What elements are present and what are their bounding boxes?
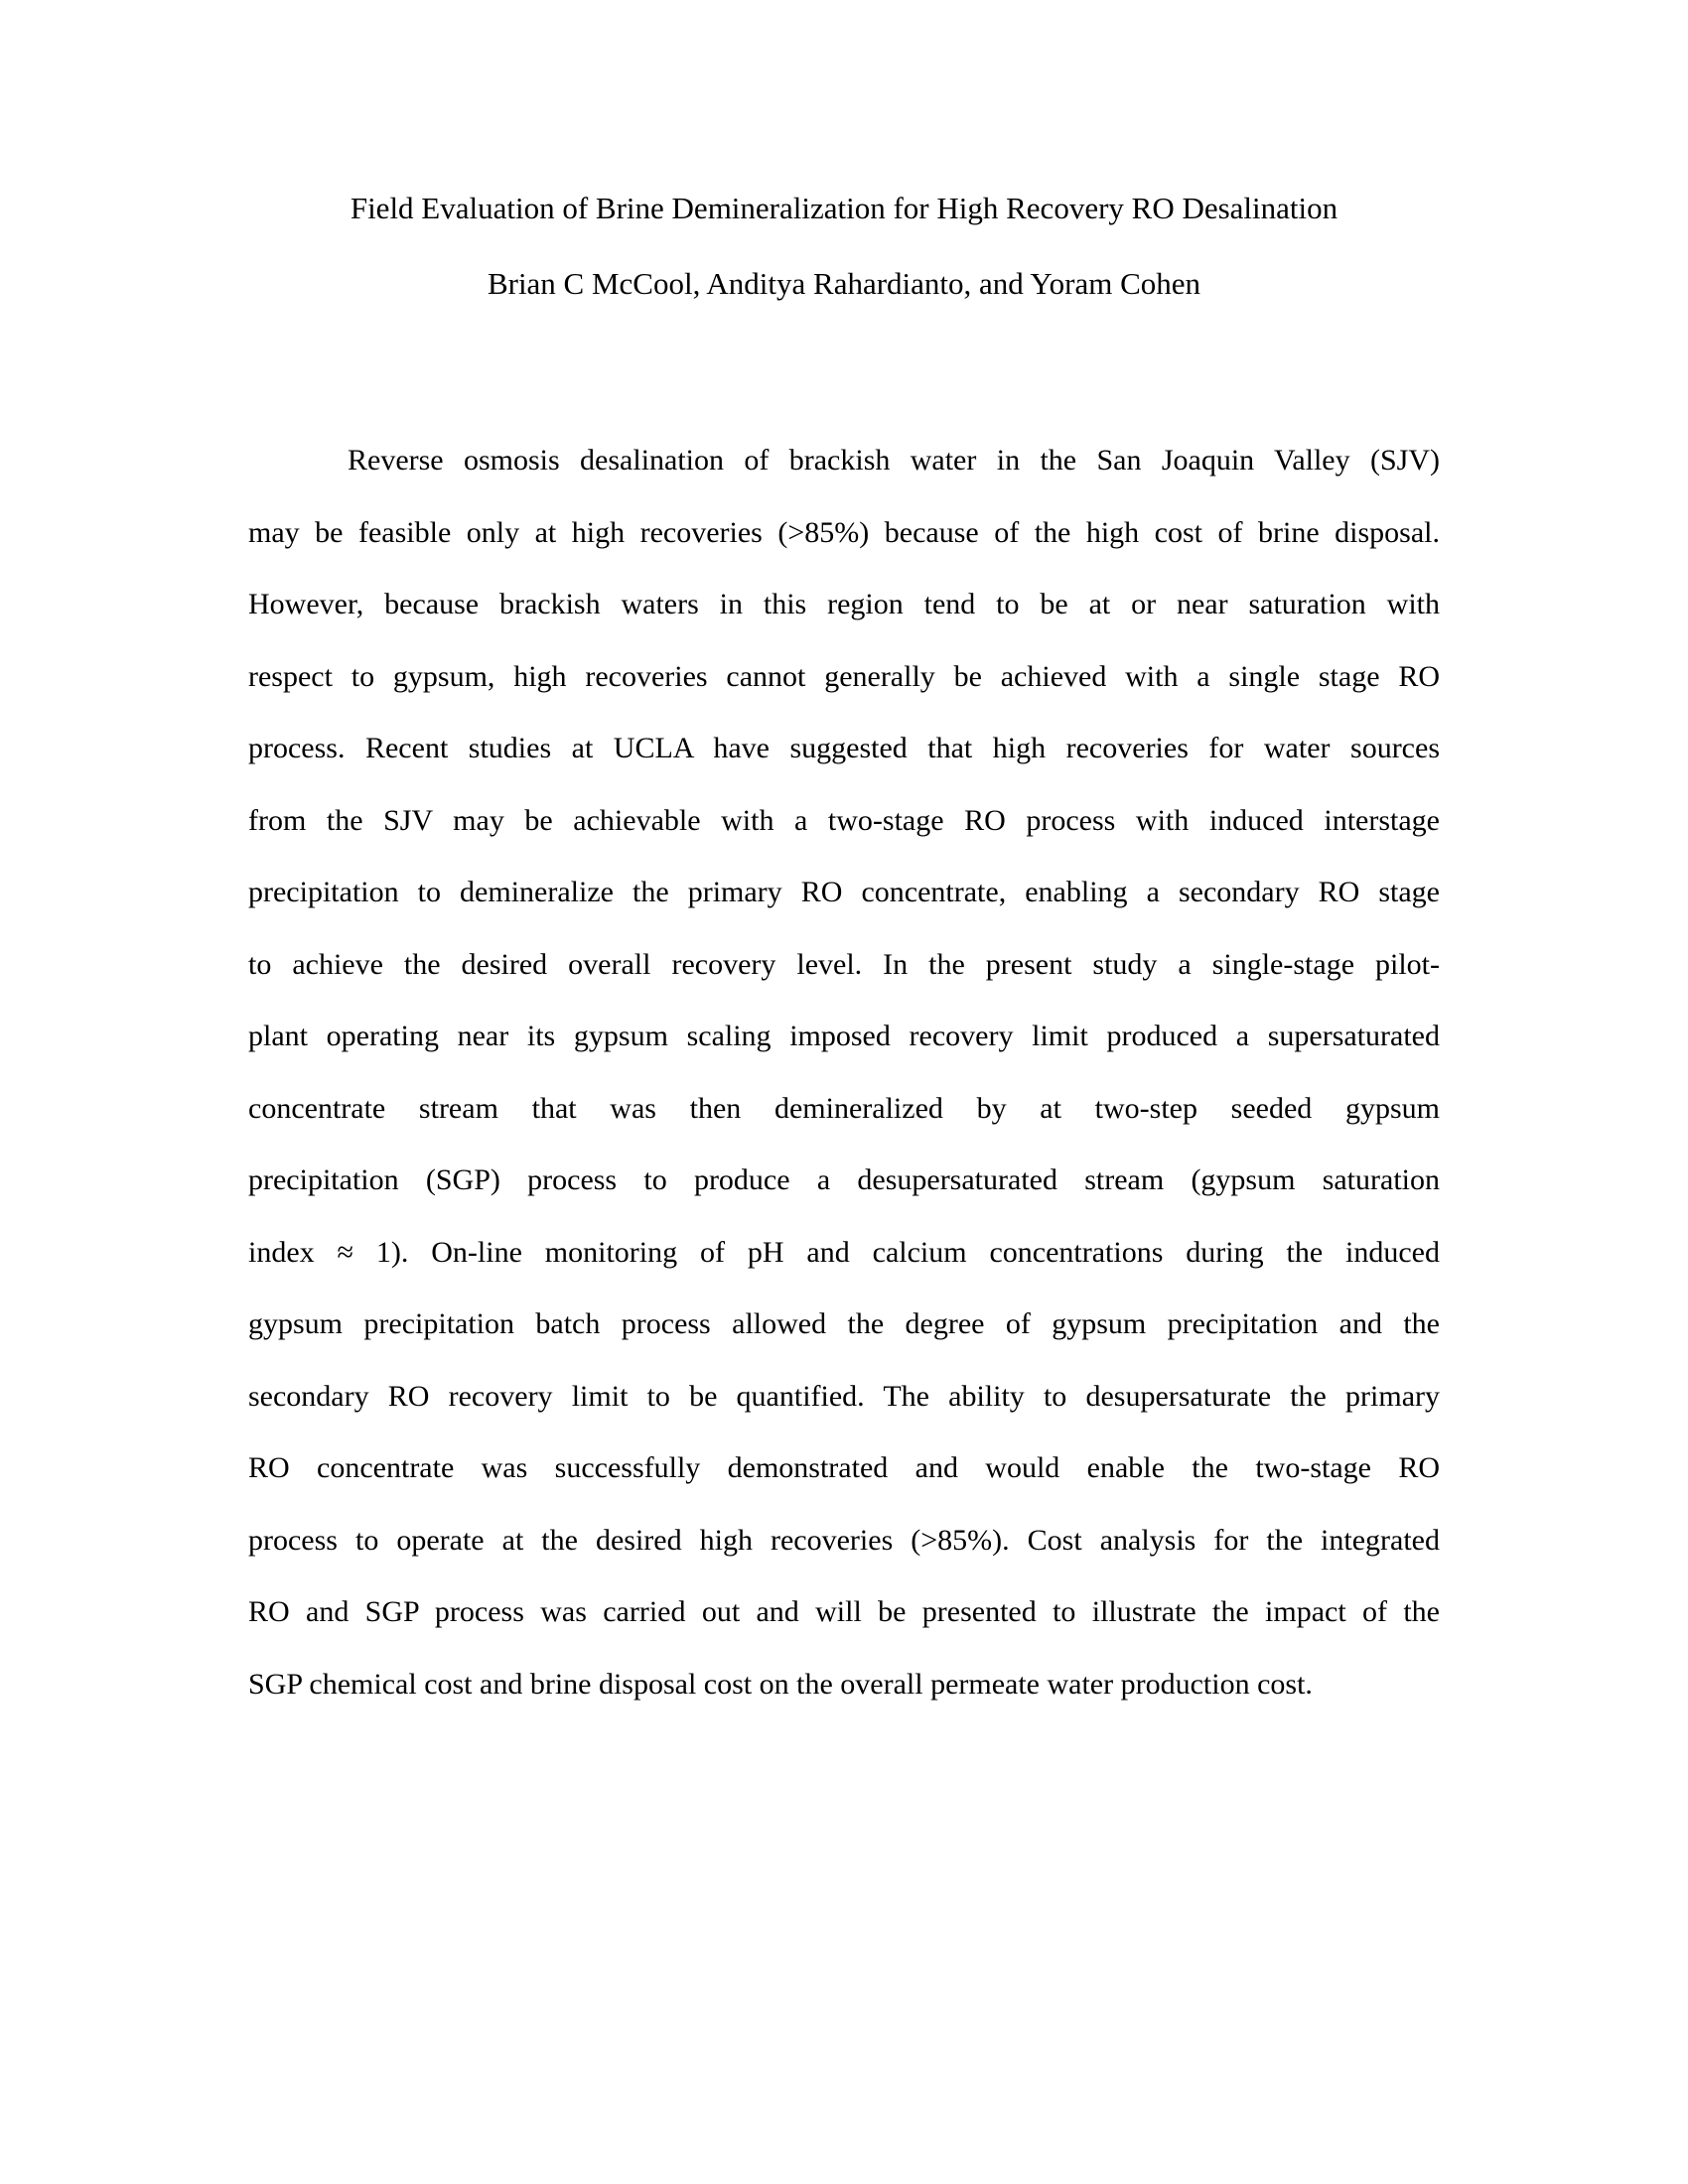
abstract-line: gypsum precipitation batch process allowed the degree of gypsum precipitation and the (248, 1307, 1440, 1340)
abstract-line: secondary RO recovery limit to be quantified. The ability to desupersaturate the primary (248, 1379, 1440, 1413)
abstract-line: However, because brackish waters in this region tend to be at or near saturation with (248, 588, 1440, 620)
abstract-line: SGP chemical cost and brine disposal cost on the overall permeate water production cost. (248, 1667, 1313, 1701)
abstract-line: may be feasible only at high recoveries (>85%) because of the high cost of brine disposal. (248, 515, 1440, 549)
abstract-paragraph (248, 425, 1440, 1720)
paper-title: Field Evaluation of Brine Demineralization for High Recovery RO Desalination (350, 191, 1338, 225)
abstract-line: RO concentrate was successfully demonstrated and would enable the two-stage RO (248, 1451, 1440, 1484)
abstract-line: precipitation (SGP) process to produce a desupersaturated stream (gypsum saturation (248, 1163, 1440, 1196)
abstract-line: index ≈ 1). On-line monitoring of pH and calcium concentrations during the induced (248, 1235, 1440, 1269)
abstract-line: RO and SGP process was carried out and will be presented to illustrate the impact of the (248, 1595, 1440, 1628)
abstract-line: to achieve the desired overall recovery level. In the present study a single-stage pilot- (248, 947, 1440, 981)
abstract-line: from the SJV may be achievable with a two-stage RO process with induced interstage (248, 803, 1440, 837)
paper-authors: Brian C McCool, Anditya Rahardianto, and Yoram Cohen (487, 266, 1201, 301)
abstract-line: plant operating near its gypsum scaling imposed recovery limit produced a supersaturated (248, 1020, 1440, 1052)
abstract-line: respect to gypsum, high recoveries cannot generally be achieved with a single stage RO (248, 659, 1440, 693)
abstract-line: precipitation to demineralize the primary RO concentrate, enabling a secondary RO stage (248, 876, 1440, 908)
abstract-line: process to operate at the desired high recoveries (>85%). Cost analysis for the integrated (248, 1523, 1440, 1557)
abstract-line: concentrate stream that was then demineralized by at two-step seeded gypsum (248, 1091, 1440, 1125)
abstract-line: Reverse osmosis desalination of brackish water in the San Joaquin Valley (SJV) (348, 444, 1440, 477)
abstract-line: process. Recent studies at UCLA have suggested that high recoveries for water sources (248, 732, 1440, 764)
